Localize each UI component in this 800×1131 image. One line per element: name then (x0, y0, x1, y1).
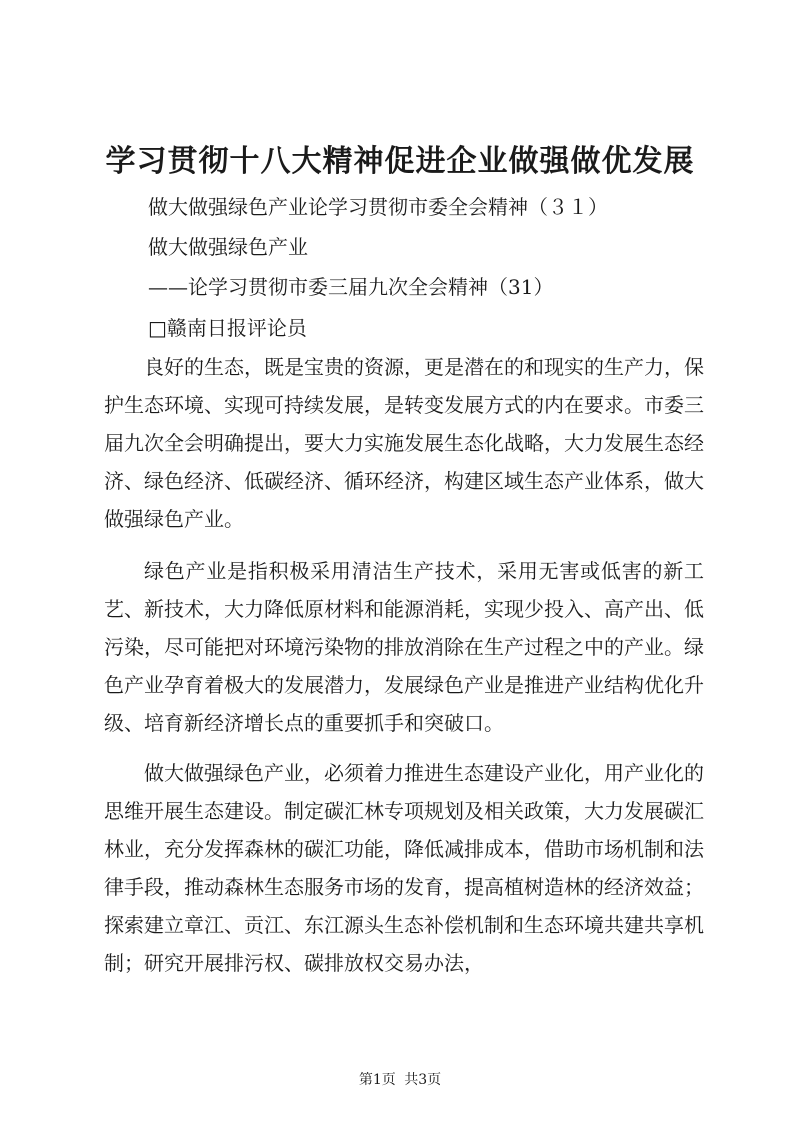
author-line: □赣南日报评论员 (148, 316, 307, 340)
paragraph-3: 做大做强绿色产业，必须着力推进生态建设产业化，用产业化的思维开展生态建设。制定碳汇林专项规划及相关政策，大力发展碳汇林业，充分发挥森林的碳汇功能，降低减排成本，借助市场机制和法律手段，推动森林生态服务市场的发育，提高植树造林的经济效益；探索建立章江、贡江、东江源头生态补偿机制和生态环境共建共享机制；研究开展排污权、碳排放权交易办法， (104, 761, 704, 975)
paragraph-2: 绿色产业是指积极采用清洁生产技术，采用无害或低害的新工艺、新技术，大力降低原材料和能源消耗，实现少投入、高产出、低污染，尽可能把对环境污染物的排放消除在生产过程之中的产业。绿色产业孕育着极大的发展潜力，发展绿色产业是推进产业结构优化升级、培育新经济增长点的重要抓手和突破口。 (104, 559, 704, 735)
page-number: 第1页 (358, 1072, 396, 1088)
page-total: 共3页 (404, 1072, 442, 1088)
series-line: ——论学习贯彻市委三届九次全会精神（31） (148, 275, 554, 299)
page-footer (0, 1070, 800, 1090)
paragraph-1: 良好的生态，既是宝贵的资源，更是潜在的和现实的生产力，保护生态环境、实现可持续发展，是转变发展方式的内在要求。市委三届九次全会明确提出，要大力实施发展生态化战略，大力发展生态经济、绿色经济、低碳经济、循环经济，构建区域生态产业体系，做大做强绿色产业。 (104, 355, 704, 531)
subtitle-line: 做大做强绿色产业论学习贯彻市委全会精神（３１） (148, 195, 608, 219)
subheading-line: 做大做强绿色产业 (148, 235, 308, 259)
document-title: 学习贯彻十八大精神促进企业做强做优发展 (105, 144, 695, 179)
